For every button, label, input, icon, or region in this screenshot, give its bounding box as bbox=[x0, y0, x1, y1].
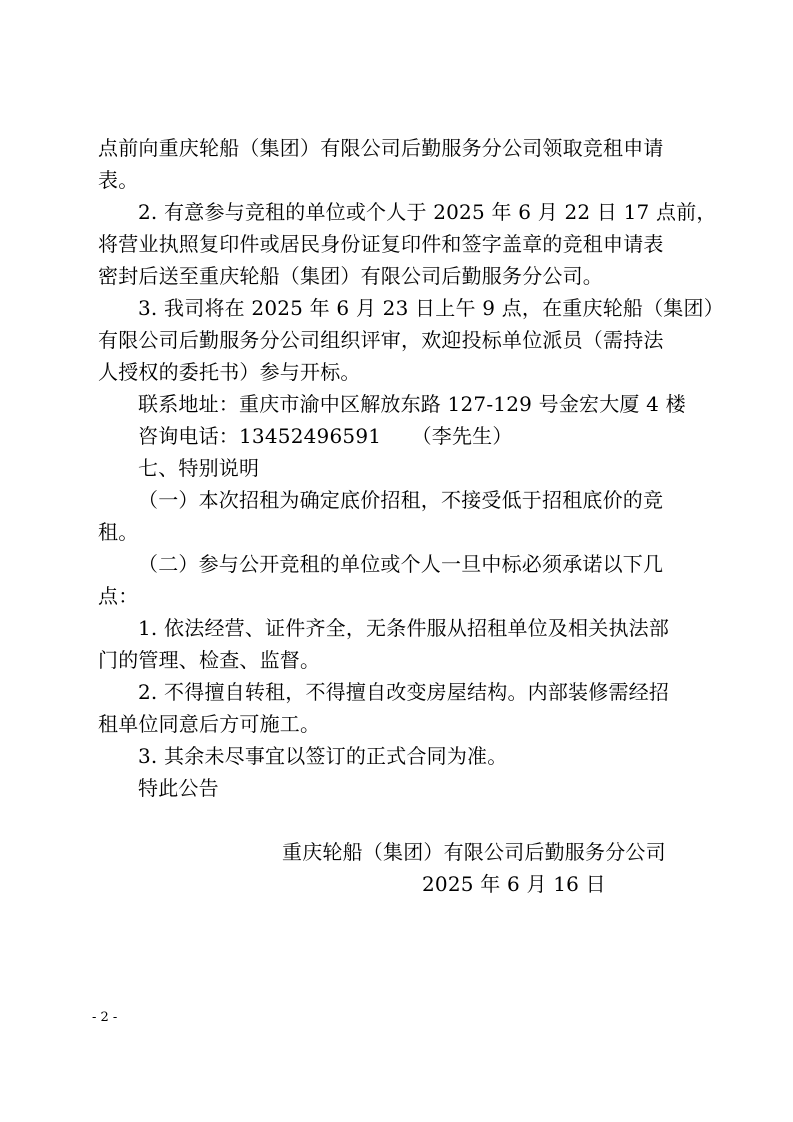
paragraph-line: 租。 bbox=[98, 520, 139, 544]
page-number: - 2 - bbox=[92, 1010, 118, 1025]
paragraph-line: 将营业执照复印件或居民身份证复印件和签字盖章的竞租申请表 bbox=[98, 232, 664, 256]
paragraph-line: 租单位同意后方可施工。 bbox=[98, 712, 321, 736]
paragraph-line: 2. 不得擅自转租，不得擅自改变房屋结构。内部装修需经招 bbox=[138, 680, 670, 704]
section-heading: 七、特别说明 bbox=[138, 456, 260, 480]
paragraph-line: 点前向重庆轮船（集团）有限公司后勤服务分公司领取竞租申请 bbox=[98, 136, 664, 160]
paragraph-line: （一）本次招租为确定底价招租，不接受低于招租底价的竞 bbox=[138, 488, 664, 512]
paragraph-line: 门的管理、检查、监督。 bbox=[98, 648, 321, 672]
paragraph-line: 有限公司后勤服务分公司组织评审，欢迎投标单位派员（需持法 bbox=[98, 328, 664, 352]
signature-date: 2025 年 6 月 16 日 bbox=[422, 872, 606, 896]
paragraph-line: （二）参与公开竞租的单位或个人一旦中标必须承诺以下几 bbox=[138, 552, 664, 576]
paragraph-line: 3. 其余未尽事宜以签订的正式合同为准。 bbox=[138, 744, 508, 768]
signature-company: 重庆轮船（集团）有限公司后勤服务分公司 bbox=[282, 840, 666, 864]
paragraph-line: 人授权的委托书）参与开标。 bbox=[98, 360, 361, 384]
contact-phone: 咨询电话：13452496591 （李先生） bbox=[138, 424, 513, 448]
paragraph-line: 密封后送至重庆轮船（集团）有限公司后勤服务分公司。 bbox=[98, 264, 603, 288]
paragraph-line: 表。 bbox=[98, 168, 139, 192]
paragraph-line: 1. 依法经营、证件齐全，无条件服从招租单位及相关执法部 bbox=[138, 616, 670, 640]
paragraph-line: 3. 我司将在 2025 年 6 月 23 日上午 9 点，在重庆轮船（集团） bbox=[138, 296, 724, 320]
closing-line: 特此公告 bbox=[138, 776, 219, 800]
paragraph-line: 点： bbox=[98, 584, 139, 608]
paragraph-line: 2. 有意参与竞租的单位或个人于 2025 年 6 月 22 日 17 点前， bbox=[138, 200, 717, 224]
contact-address: 联系地址：重庆市渝中区解放东路 127-129 号金宏大厦 4 楼 bbox=[138, 392, 686, 416]
